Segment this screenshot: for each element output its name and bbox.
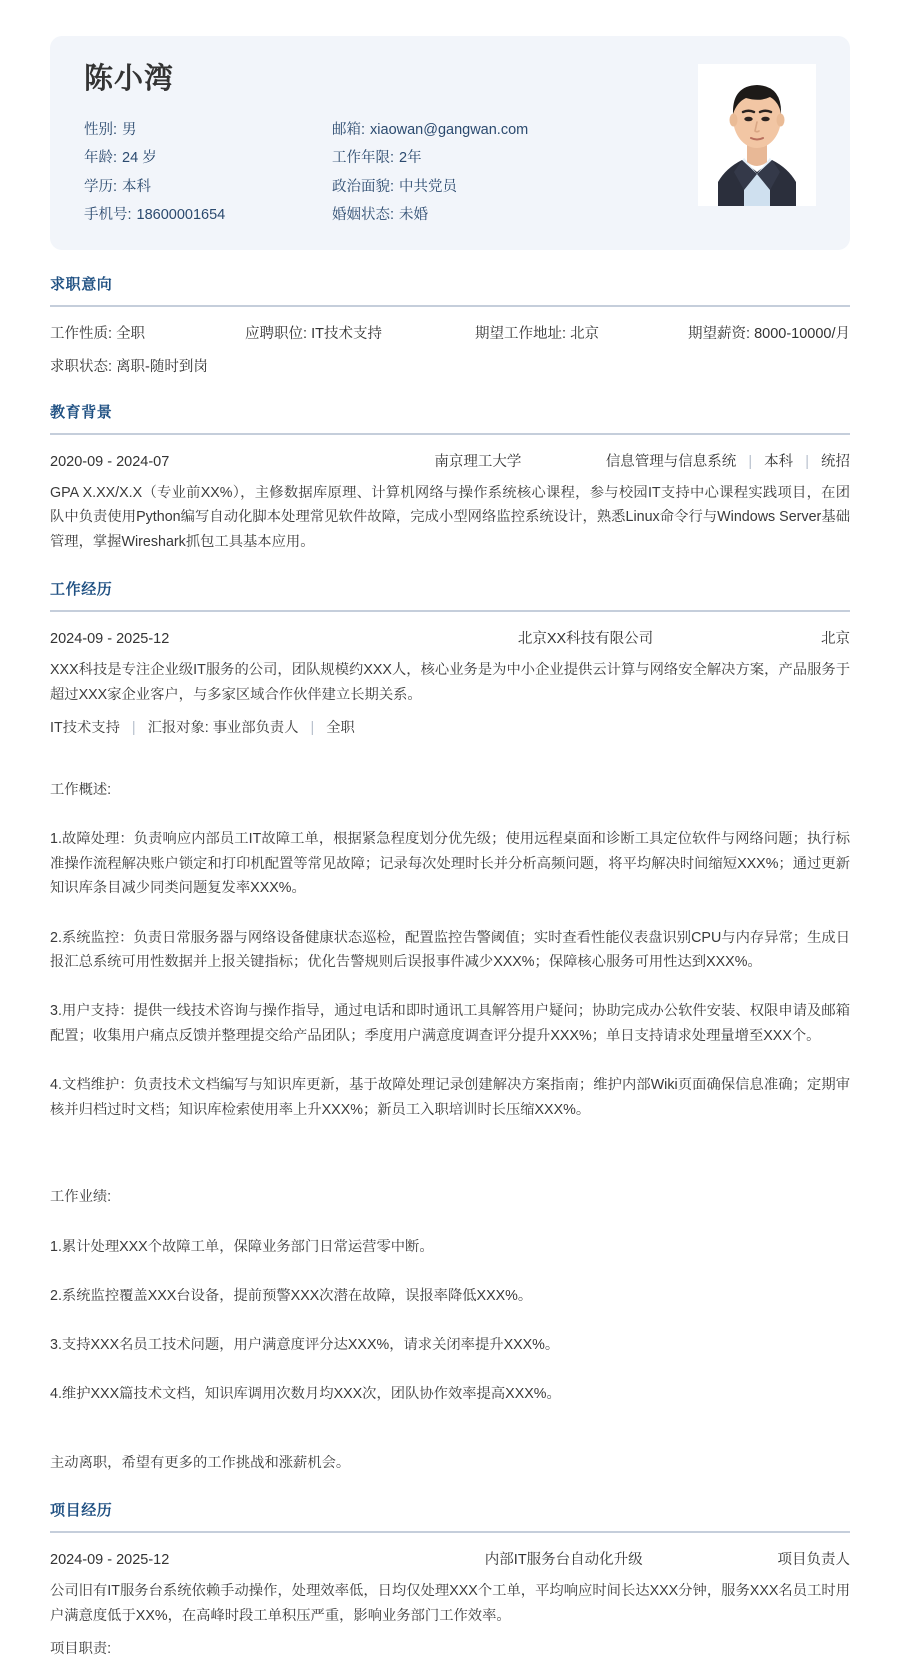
work-overview-item: 3.用户支持：提供一线技术咨询与操作指导，通过电话和即时通讯工具解答用户疑问；协助完成办公软件安装、权限申请及邮箱配置；收集用户痛点反馈并整理提交给产品团队；季度用户满意度调查评分提升XXX%；单日支持请求处理量增至XXX个。 [50, 1003, 850, 1044]
work-overview-block [50, 754, 850, 1147]
section-title-job-intention: 求职意向 [50, 276, 113, 293]
info-value-email: xiaowan@gangwan.com [370, 121, 529, 138]
value-job-nature: 全职 [116, 326, 146, 342]
info-label-political-status: 政治面貌: [332, 178, 395, 195]
info-item-phone [84, 207, 332, 224]
work-achievement-item: 3.支持XXX名员工技术问题，用户满意度评分达XXX%，请求关闭率提升XXX%。 [50, 1336, 560, 1353]
avatar [698, 64, 816, 206]
work-achievement-title: 工作业绩: [50, 1189, 112, 1206]
info-label-phone: 手机号: [84, 207, 132, 224]
section-title-project-experience: 项目经历 [50, 1501, 113, 1519]
info-item-email [332, 122, 698, 139]
info-label-email: 邮箱: [332, 121, 366, 138]
work-entry [50, 612, 850, 1476]
info-value-education: 本科 [122, 178, 152, 195]
education-entry [50, 435, 850, 555]
education-entry-head [50, 452, 850, 472]
info-value-political-status: 中共党员 [399, 178, 458, 195]
job-intention-location [475, 324, 688, 344]
work-job-type: 全职 [326, 720, 355, 737]
section-title-education: 教育背景 [50, 403, 113, 421]
education-school: 南京理工大学 [434, 453, 522, 470]
work-entry-head [50, 629, 850, 649]
info-value-phone: 18600001654 [136, 207, 226, 224]
project-entry [50, 1533, 850, 1661]
work-overview-item: 1.故障处理：负责响应内部员工IT故障工单，根据紧急程度划分优先级；使用远程桌面和诊断工具定位软件与网络问题；执行标准操作流程解决账户锁定和打印机配置等常见故障；记录每次处理时长并分析高频问题，将平均解决时间缩短XXX%；通过更新知识库条目减少同类问题复发率XXX%。 [50, 831, 850, 897]
work-company-intro: XXX科技是专注企业级IT服务的公司，团队规模约XXX人，核心业务是为中小企业提供云计算与网络安全解决方案，产品服务于超过XXX家企业客户，与多家区域合作伙伴建立长期关系。 [50, 661, 850, 703]
section-job-intention [50, 250, 850, 378]
page-title: 陈小湾 [84, 63, 175, 95]
work-overview-item: 4.文档维护：负责技术文档编写与知识库更新，基于故障处理记录创建解决方案指南；维护内部Wiki页面确保信息准确；定期审核并归档过时文档；知识库检索使用率上升XXX%；新员工入职培训时长压缩XXX%。 [50, 1077, 850, 1118]
work-overview-title: 工作概述: [50, 782, 112, 799]
section-title-work-experience: 工作经历 [50, 580, 113, 598]
education-admission: 统招 [821, 453, 850, 470]
work-achievement-item: 2.系统监控覆盖XXX台设备，提前预警XXX次潜在故障，误报率降低XXX%。 [50, 1287, 533, 1304]
section-work-experience [50, 555, 850, 1476]
info-label-gender: 性别: [84, 121, 118, 138]
work-position-line [50, 718, 850, 739]
work-position: IT技术支持 [50, 720, 120, 737]
info-value-age: 24 岁 [122, 150, 157, 167]
education-major: 信息管理与信息系统 [605, 453, 737, 470]
info-label-education: 学历: [84, 178, 118, 195]
info-item-work-years [332, 150, 698, 167]
project-duty-title: 项目职责: [50, 1641, 112, 1658]
work-report-to: 汇报对象: 事业部负责人 [147, 720, 299, 737]
value-job-salary: 8000-10000/月 [754, 326, 850, 342]
value-job-status: 离职-随时到岗 [116, 359, 208, 376]
resume-page [0, 36, 900, 1658]
section-project-experience [50, 1476, 850, 1661]
personal-info-grid [84, 122, 698, 225]
project-background: 公司旧有IT服务台系统依赖手动操作，处理效率低，日均仅处理XXX个工单，平均响应时间长达XXX分钟，服务XXX名员工时用户满意度低于XX%，在高峰时段工单积压严重，影响业务部门工作效率。 [50, 1583, 850, 1624]
header-card [50, 36, 850, 250]
info-label-marital-status: 婚姻状态: [332, 207, 395, 224]
info-value-work-years: 2年 [399, 150, 422, 167]
work-leaving-reason: 主动离职，希望有更多的工作挑战和涨薪机会。 [50, 1455, 351, 1472]
job-intention-row-2 [50, 357, 850, 377]
section-education [50, 378, 850, 555]
education-description: GPA X.XX/X.X（专业前XX%），主修数据库原理、计算机网络与操作系统核心课程，参与校园IT支持中心课程实践项目，在团队中负责使用Python编写自动化脚本处理常见软件故障，完成小型网络监控系统设计，熟悉Linux命令行与Windows Server基础管理，掌握Wireshark抓包工具基本应用。 [50, 484, 850, 551]
label-job-location: 期望工作地址: [475, 326, 567, 342]
info-item-gender [84, 122, 332, 139]
value-job-position: IT技术支持 [311, 326, 382, 342]
label-job-salary: 期望薪资: [688, 326, 751, 342]
divider-glyph: | [310, 720, 315, 737]
info-value-marital-status: 未婚 [399, 207, 429, 224]
label-job-status: 求职状态: [50, 359, 113, 376]
info-item-age [84, 150, 332, 167]
divider-glyph: | [131, 720, 136, 737]
header-info-area [84, 62, 698, 224]
project-role: 项目负责人 [777, 1551, 850, 1568]
job-intention-salary [688, 324, 850, 344]
divider-glyph: | [805, 453, 809, 470]
divider-glyph: | [748, 453, 753, 470]
job-intention-status [50, 357, 208, 377]
info-value-gender: 男 [122, 121, 137, 138]
job-intention-nature [50, 324, 245, 344]
project-date: 2024-09 - 2025-12 [50, 1551, 170, 1568]
portrait-photo-icon [698, 64, 816, 206]
job-intention-position [245, 324, 475, 344]
label-job-position: 应聘职位: [245, 326, 308, 342]
education-date: 2020-09 - 2024-07 [50, 453, 170, 470]
education-meta [606, 452, 850, 472]
job-intention-row-1 [50, 324, 850, 344]
label-job-nature: 工作性质: [50, 326, 113, 342]
value-job-location: 北京 [570, 326, 600, 342]
education-degree: 本科 [764, 453, 794, 470]
work-location: 北京 [821, 630, 850, 647]
job-intention-entry [50, 307, 850, 378]
project-entry-head [50, 1550, 850, 1570]
info-item-political-status [332, 179, 698, 196]
project-name: 内部IT服务台自动化升级 [484, 1551, 643, 1568]
work-overview-item: 2.系统监控：负责日常服务器与网络设备健康状态巡检，配置监控告警阈值；实时查看性能仪表盘识别CPU与内存异常；生成日报汇总系统可用性数据并上报关键指标；优化告警规则后误报事件减少XXX%；保障核心服务可用性达到XXX%。 [50, 929, 850, 971]
work-achievement-block [50, 1161, 850, 1431]
info-label-work-years: 工作年限: [332, 150, 395, 167]
info-item-education [84, 179, 332, 196]
work-achievement-item: 4.维护XXX篇技术文档，知识库调用次数月均XXX次，团队协作效率提高XXX%。 [50, 1385, 561, 1402]
info-label-age: 年龄: [84, 150, 118, 167]
work-company: 北京XX科技有限公司 [517, 630, 654, 647]
info-item-marital-status [332, 207, 698, 224]
work-date: 2024-09 - 2025-12 [50, 630, 170, 647]
work-achievement-item: 1.累计处理XXX个故障工单，保障业务部门日常运营零中断。 [50, 1238, 434, 1255]
